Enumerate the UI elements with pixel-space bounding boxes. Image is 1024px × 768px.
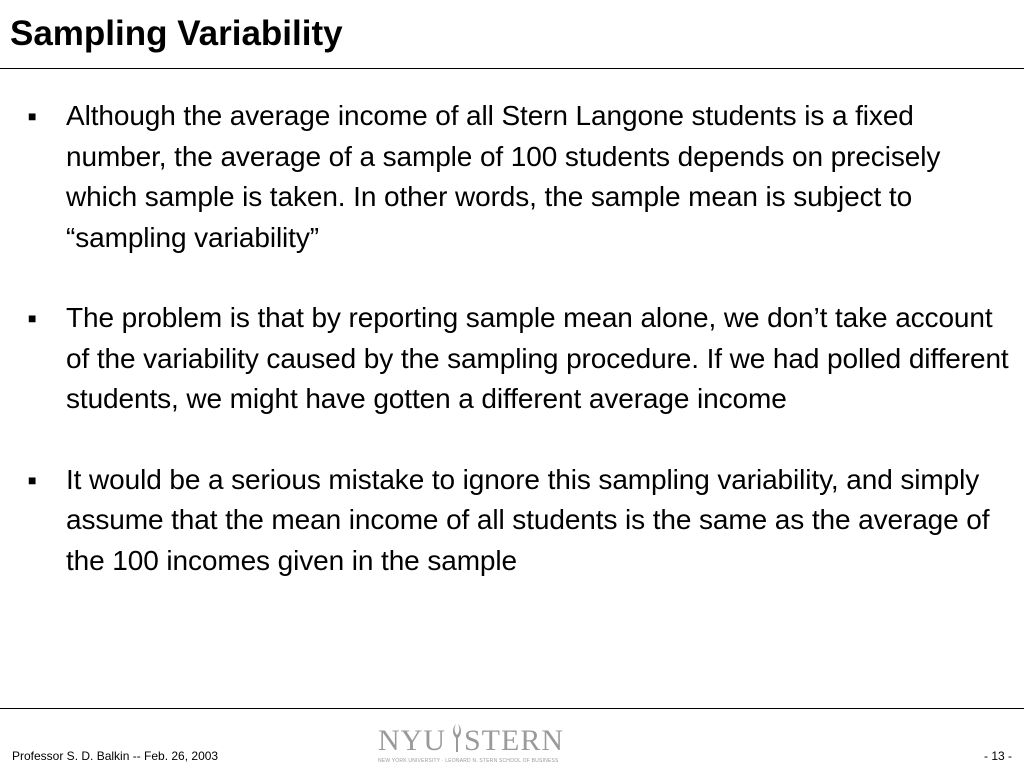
footer-author-date: Professor S. D. Balkin -- Feb. 26, 2003 xyxy=(12,749,219,763)
bullet-text: Although the average income of all Stern Langone students is a fixed number, the average of a sample of 100 students depends on precisely which sample is taken. In other words, the sample mean is subject to “sampling variability” xyxy=(66,100,941,253)
bullet-item xyxy=(28,96,1012,258)
nyu-stern-logo xyxy=(374,716,588,766)
bullet-list xyxy=(28,96,1012,621)
bullet-item xyxy=(28,460,1012,582)
title-divider xyxy=(0,68,1024,69)
square-bullet-icon: ■ xyxy=(28,310,37,326)
bullet-text: It would be a serious mistake to ignore this sampling variability, and simply assume that the mean income of all students is the same as the average of the 100 incomes given in the sample xyxy=(66,463,990,576)
bullet-item xyxy=(28,298,1012,420)
logo-tagline: NEW YORK UNIVERSITY · LEONARD N. STERN SCHOOL OF BUSINESS xyxy=(378,758,559,764)
square-bullet-icon: ■ xyxy=(28,108,37,124)
footer-divider xyxy=(0,708,1024,709)
slide-title: Sampling Variability xyxy=(10,14,343,53)
square-bullet-icon: ■ xyxy=(28,471,37,488)
bullet-text: The problem is that by reporting sample mean alone, we don’t take account of the variability caused by the sampling procedure. If we had polled different students, we might have gotten a different average income xyxy=(66,302,1009,414)
torch-icon xyxy=(453,724,461,752)
logo-stern-text: STERN xyxy=(464,724,565,757)
logo-nyu-text: NYU xyxy=(378,724,446,757)
page-number: - 13 - xyxy=(983,749,1012,763)
